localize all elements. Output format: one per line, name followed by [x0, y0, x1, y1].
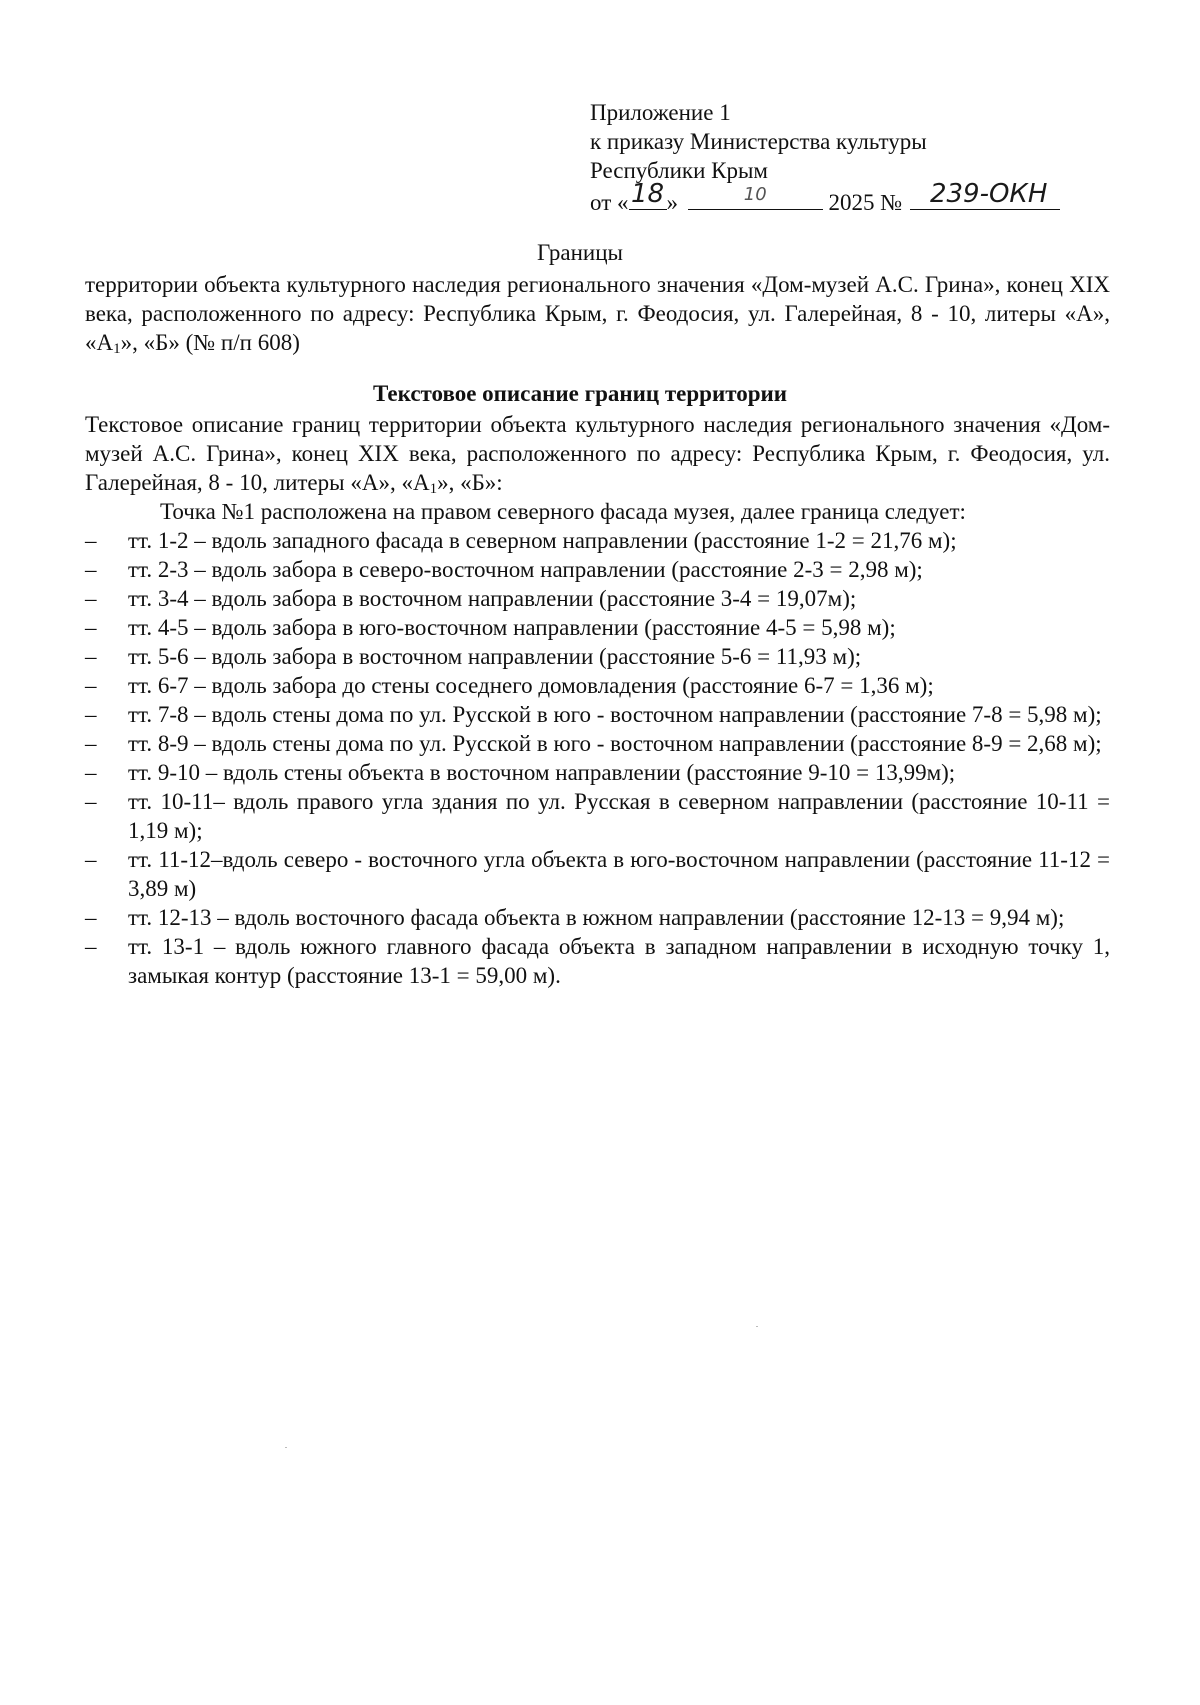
- appendix-line-1: Приложение 1: [590, 100, 731, 125]
- description-end: », «Б»:: [437, 470, 503, 495]
- list-item: [85, 758, 1110, 787]
- date-prefix: от «: [590, 190, 629, 215]
- month-field: [688, 185, 823, 210]
- point-1-statement: Точка №1 расположена на правом северного фасада музея, далее граница следует:: [160, 499, 966, 524]
- day-field: [629, 179, 667, 210]
- segment-text: тт. 5-6 – вдоль забора в восточном направлении (расстояние 5-6 = 11,93 м);: [128, 644, 862, 669]
- order-date-line: [590, 179, 1150, 215]
- section-title: Текстовое описание границ территории: [372, 381, 788, 406]
- scan-speck: [285, 1447, 287, 1448]
- dash-marker: –: [85, 760, 97, 785]
- scan-speck: [756, 1326, 758, 1327]
- list-item: [85, 787, 1110, 845]
- handwritten-month: 10: [743, 184, 767, 205]
- dash-marker: –: [85, 731, 97, 756]
- segment-text: тт. 13-1 – вдоль южного главного фасада объекта в западном направлении в исходную точку 1, замыкая контур (расстояние 13-1 = 59,00 м).: [128, 934, 1110, 988]
- list-item: [85, 584, 1110, 613]
- appendix-line-2: к приказу Министерства культуры: [590, 129, 927, 154]
- dash-marker: –: [85, 615, 97, 640]
- dash-marker: –: [85, 644, 97, 669]
- dash-marker: –: [85, 934, 97, 959]
- segment-text: тт. 3-4 – вдоль забора в восточном направлении (расстояние 3-4 = 19,07м);: [128, 586, 857, 611]
- dash-marker: –: [85, 847, 97, 872]
- segment-text: тт. 7-8 – вдоль стены дома по ул. Русской в юго - восточном направлении (расстояние 7-8 = 5,98 м);: [128, 702, 1102, 727]
- dash-marker: –: [85, 586, 97, 611]
- handwritten-order-number: 239-ОКН: [929, 179, 1048, 209]
- description-text: Текстовое описание границ территории объекта культурного наследия регионального значения «Дом-музей А.С. Грина», конец XIX века, расположенного по адресу: Республика Крым, г. Феодосия, ул. Галерейная, 8 - 10, литеры «А», «А: [85, 412, 1110, 495]
- list-item: [85, 642, 1110, 671]
- dash-marker: –: [85, 528, 97, 553]
- document-title: Границы: [537, 240, 623, 265]
- segment-text: тт. 9-10 – вдоль стены объекта в восточном направлении (расстояние 9-10 = 13,99м);: [128, 760, 956, 785]
- list-item: [85, 845, 1110, 903]
- segment-text: тт. 6-7 – вдоль забора до стены соседнего домовладения (расстояние 6-7 = 1,36 м);: [128, 673, 934, 698]
- list-item: [85, 700, 1110, 729]
- date-quote-close: »: [666, 190, 678, 215]
- dash-marker: –: [85, 557, 97, 582]
- segment-text: тт. 8-9 – вдоль стены дома по ул. Русской в юго - восточном направлении (расстояние 8-9 = 2,68 м);: [128, 731, 1102, 756]
- list-item: [85, 555, 1110, 584]
- handwritten-day: 18: [630, 179, 665, 209]
- list-item: [85, 526, 1110, 555]
- title-subject: [85, 270, 1110, 357]
- segment-text: тт. 2-3 – вдоль забора в северо-восточном направлении (расстояние 2-3 = 2,98 м);: [128, 557, 923, 582]
- boundary-segments-list: [85, 526, 1110, 990]
- segment-text: тт. 11-12–вдоль северо - восточного угла объекта в юго-восточном направлении (расстояние 11-12 = 3,89 м): [128, 847, 1110, 901]
- list-item: [85, 613, 1110, 642]
- list-item: [85, 729, 1110, 758]
- segment-text: тт. 4-5 – вдоль забора в юго-восточном направлении (расстояние 4-5 = 5,98 м);: [128, 615, 896, 640]
- title-subject-end: », «Б» (№ п/п 608): [120, 330, 300, 355]
- list-item: [85, 903, 1110, 932]
- title-subject-subscript: 1: [113, 341, 121, 357]
- year-and-number-label: 2025 №: [828, 190, 903, 215]
- dash-marker: –: [85, 905, 97, 930]
- order-number-field: [910, 179, 1060, 210]
- dash-marker: –: [85, 702, 97, 727]
- dash-marker: –: [85, 673, 97, 698]
- segment-text: тт. 10-11– вдоль правого угла здания по ул. Русская в северном направлении (расстояние 10-11 = 1,19 м);: [128, 789, 1110, 843]
- title-subject-text: территории объекта культурного наследия регионального значения «Дом-музей А.С. Грина», конец XIX века, расположенного по адресу: Республика Крым, г. Феодосия, ул. Галерейная, 8 - 10, литеры «А», «А: [85, 272, 1110, 355]
- dash-marker: –: [85, 789, 97, 814]
- segment-text: тт. 1-2 – вдоль западного фасада в северном направлении (расстояние 1-2 = 21,76 м);: [128, 528, 957, 553]
- description-subscript: 1: [429, 481, 438, 497]
- list-item: [85, 932, 1110, 990]
- description-paragraph: [85, 410, 1110, 497]
- segment-text: тт. 12-13 – вдоль восточного фасада объекта в южном направлении (расстояние 12-13 = 9,94 м);: [128, 905, 1065, 930]
- list-item: [85, 671, 1110, 700]
- appendix-header: [590, 98, 1150, 214]
- appendix-line-3: Республики Крым: [590, 158, 768, 183]
